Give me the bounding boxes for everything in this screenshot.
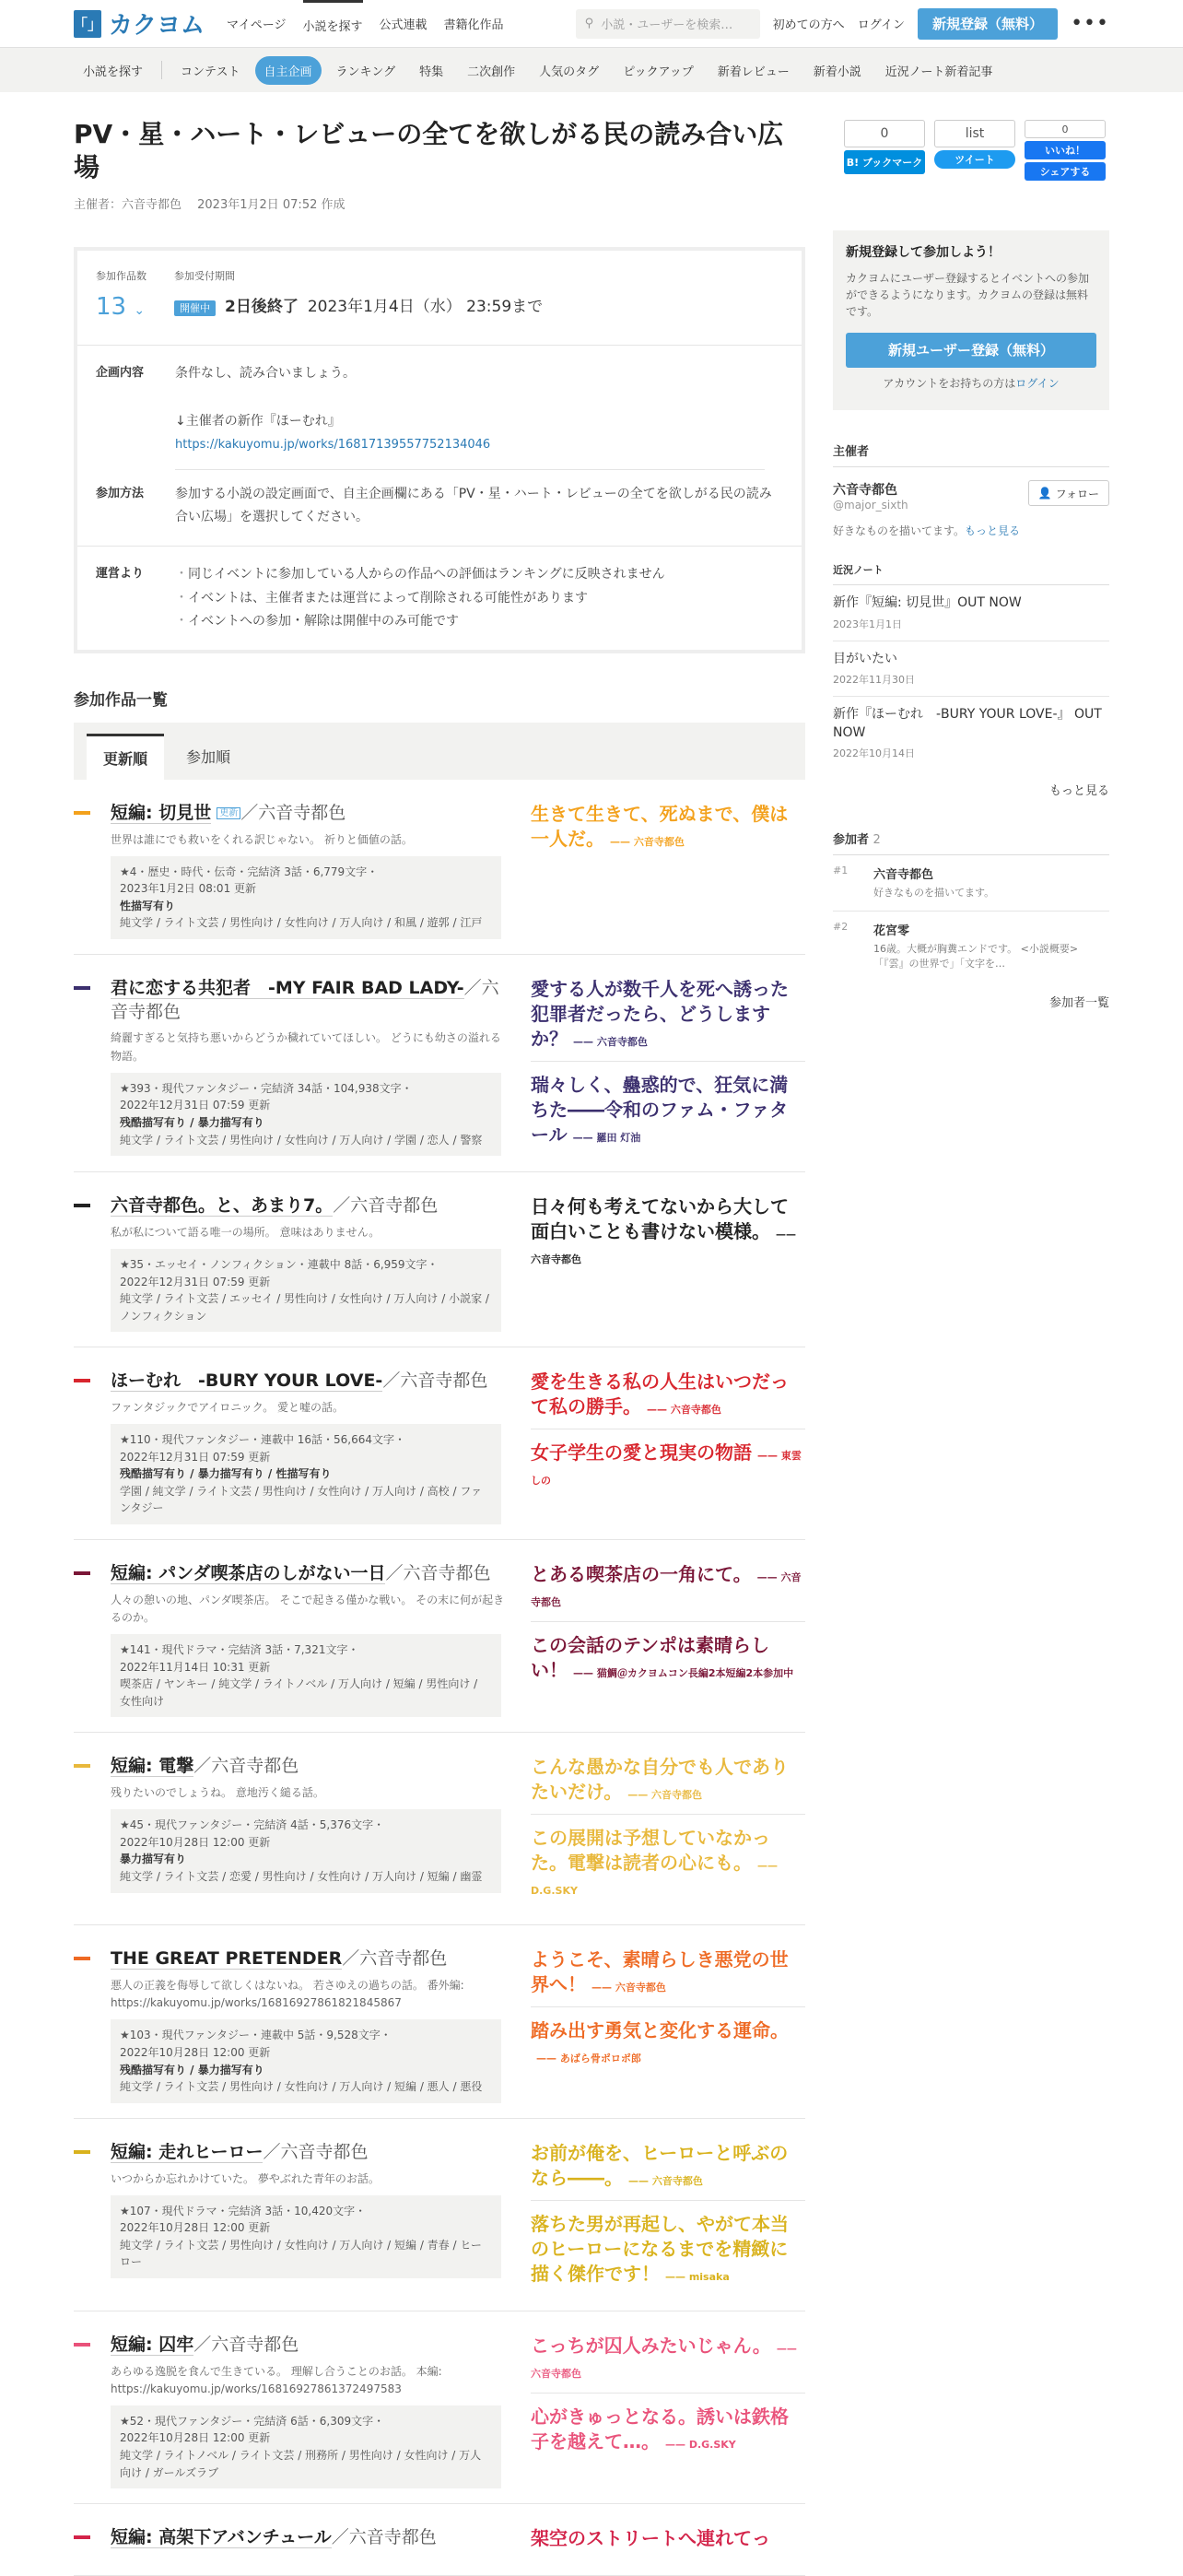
- review-text: 愛する人が数千人を死へ誘った犯罪者だったら、どうしますか？: [531, 978, 789, 1051]
- search-placeholder: 小説・ユーザーを検索…: [601, 18, 733, 32]
- review[interactable]: [531, 1755, 805, 1814]
- work-stats: ★107・現代ドラマ・完結済 3話・10,420文字・: [120, 2204, 367, 2217]
- logo-mark-icon: 「」: [74, 10, 101, 38]
- work-warnings: 残酷描写有り / 暴力描写有り: [120, 2063, 264, 2076]
- work-catchphrase: 世界は誰にでも救いをくれる訳じゃない。 祈りと価値の話。: [111, 832, 413, 846]
- nav-mypage[interactable]: マイページ: [227, 18, 287, 32]
- work-info: [111, 1634, 501, 1717]
- signup-button[interactable]: 新規ユーザー登録（無料）: [846, 333, 1096, 368]
- work-item: [74, 1733, 805, 1925]
- work-color-mark: [74, 1571, 90, 1575]
- subnav-new-notes[interactable]: 近況ノート新着記事: [884, 65, 993, 79]
- work-catchphrase: 悪人の正義を侮辱して欲しくはないね。 若さゆえの過ちの話。 番外編: https://kakuyomu.jp/works/16816927861821845867: [111, 1979, 464, 2010]
- review-author: —— 六音寺都色: [627, 1789, 703, 1802]
- subnav-new-reviews[interactable]: 新着レビュー: [717, 65, 790, 79]
- review-author: —— D.G.SKY: [665, 2438, 736, 2451]
- work-warnings: 性描写有り: [120, 899, 176, 912]
- work-tags[interactable]: 純文学 / ライト文芸 / エッセイ / 男性向け / 女性向け / 万人向け / 小説家 / ノンフィクション: [120, 1292, 489, 1323]
- notes-more-link[interactable]: もっと見る: [1048, 784, 1109, 799]
- review-text: こっちが囚人みたいじゃん。: [531, 2334, 771, 2357]
- search-input[interactable]: [576, 9, 760, 39]
- work-tags[interactable]: 学園 / 純文学 / ライト文芸 / 男性向け / 女性向け / 万人向け / 高校 / ファンタジー: [120, 1484, 483, 1515]
- work-author[interactable]: ／六音寺都色: [193, 1756, 299, 1777]
- remaining-days: 2日後終了: [225, 297, 299, 316]
- review-author: —— 猫鯛＠カクヨムコン長編2本短編2本参加中: [573, 1667, 794, 1680]
- tab-joined[interactable]: 参加順: [186, 748, 231, 767]
- note-date: 2022年11月30日: [833, 674, 915, 687]
- review[interactable]: [531, 2006, 805, 2077]
- review[interactable]: [531, 1814, 805, 1910]
- notes-heading: 近況ノート: [833, 562, 1109, 585]
- work-title[interactable]: THE GREAT PRETENDER: [111, 1948, 343, 1970]
- ops-item: ・ 同じイベントに参加している人からの作品への評価はランキングに反映されません: [175, 563, 665, 586]
- review-author: —— 東雲しの: [531, 1450, 802, 1488]
- review[interactable]: [531, 1370, 805, 1429]
- review-text: この展開は予想していなかった。電撃は読者の心にも。: [531, 1827, 770, 1875]
- work-info: [111, 2405, 501, 2488]
- add-user-icon: 👤: [1037, 487, 1052, 500]
- work-item: [74, 780, 805, 955]
- review[interactable]: [531, 977, 805, 1061]
- more-menu-icon[interactable]: •••: [1071, 12, 1109, 35]
- content-label: 企画内容: [96, 366, 145, 381]
- work-warnings: 残酷描写有り / 暴力描写有り: [120, 1115, 264, 1129]
- work-stats: ★393・現代ファンタジー・完結済 34話・104,938文字・: [120, 1081, 413, 1095]
- fb-like-button[interactable]: いいね！: [1025, 141, 1106, 159]
- search-icon: ⚲: [584, 17, 594, 30]
- work-tags[interactable]: 純文学 / ライト文芸 / 男性向け / 女性向け / 万人向け / 学園 / 恋人 / 警察: [120, 1133, 483, 1147]
- sub-nav: [0, 48, 1183, 92]
- review[interactable]: [531, 2393, 805, 2464]
- follow-button[interactable]: 👤 フォロー: [1028, 480, 1109, 506]
- work-author[interactable]: ／六音寺都色: [385, 1563, 491, 1584]
- sidebar: [833, 92, 1109, 2576]
- work-updated: 2022年10月28日 12:00 更新: [120, 1835, 271, 1849]
- hatena-count: 0: [844, 120, 925, 147]
- member-desc: 16歳。大概が胸糞エンドです。 <小説概要> 「『雲』の世界で」「文字を…: [873, 942, 1079, 970]
- work-color-mark: [74, 1379, 90, 1382]
- review-author: —— misaka: [665, 2270, 730, 2283]
- work-author[interactable]: ／六音寺都色: [111, 978, 499, 1022]
- work-info: [111, 1249, 501, 1332]
- review[interactable]: [531, 2334, 805, 2393]
- review[interactable]: [531, 1621, 805, 1692]
- work-author[interactable]: ／六音寺都色: [382, 1370, 488, 1392]
- review-text: お前が俺を、ヒーローと呼ぶのなら――。: [531, 2141, 789, 2189]
- work-author[interactable]: ／六音寺都色: [342, 1948, 448, 1970]
- content-link[interactable]: https://kakuyomu.jp/works/16817139557752134046: [175, 437, 491, 452]
- review[interactable]: [531, 1061, 805, 1157]
- work-updated: 2022年10月28日 12:00 更新: [120, 2221, 271, 2235]
- work-info: [111, 1073, 501, 1156]
- review-author: —— あばら骨ポロポ郎: [536, 2053, 641, 2065]
- register-button[interactable]: 新規登録（無料）: [918, 8, 1058, 40]
- work-title[interactable]: 君に恋する共犯者 -MY FAIR BAD LADY-: [111, 978, 464, 999]
- member-num: #2: [833, 920, 849, 933]
- ops-item: ・ イベントは、主催者または運営によって削除される可能性があります: [175, 587, 665, 610]
- review-author: —— 六音寺都色: [573, 1036, 648, 1049]
- work-updated: 2022年12月31日 07:59 更新: [120, 1275, 271, 1288]
- work-author[interactable]: ／六音寺都色: [240, 802, 346, 823]
- work-stats: ★52・現代ファンタジー・完結済 6話・6,309文字・: [120, 2414, 385, 2428]
- organizer-name[interactable]: 六音寺都色: [833, 483, 897, 498]
- review-text: 瑞々しく、蠱惑的で、狂気に満ちた――令和のファム・ファタール: [531, 1074, 789, 1147]
- nav-official[interactable]: 公式連載: [379, 18, 428, 32]
- review-text: 日々何も考えてないから大して面白いことも書けない模様。: [531, 1195, 789, 1243]
- entry-count-label: 参加作品数: [96, 269, 146, 282]
- work-tags[interactable]: 純文学 / ライト文芸 / 男性向け / 女性向け / 万人向け / 短編 / 悪人 / 悪役: [120, 2080, 483, 2094]
- review-text: とある喫茶店の一角にて。: [531, 1563, 752, 1586]
- subnav-tags[interactable]: 人気のタグ: [539, 65, 600, 79]
- subnav-search[interactable]: 小説を探す: [83, 65, 144, 79]
- work-author[interactable]: ／六音寺都色: [263, 2141, 369, 2162]
- organizer-heading: 主催者: [833, 441, 1109, 467]
- event-meta: 主催者：六音寺都色 2023年1月2日 07:52 作成: [74, 197, 346, 212]
- join-title: 新規登録して参加しよう！: [846, 245, 1001, 260]
- note-item[interactable]: [833, 697, 1109, 770]
- method-label: 参加方法: [96, 486, 145, 500]
- work-info: [111, 1809, 501, 1892]
- work-updated: 2023年1月2日 08:01 更新: [120, 882, 257, 896]
- work-updated: 2022年11月14日 10:31 更新: [120, 1660, 271, 1674]
- deadline: 2023年1月4日（水） 23:59まで: [307, 297, 544, 316]
- review[interactable]: [531, 1194, 805, 1278]
- work-catchphrase: 残りたいのでしょうね。 意地汚く縋る話。: [111, 1786, 324, 1800]
- work-title[interactable]: 短編: 電撃: [111, 1756, 194, 1777]
- work-tags[interactable]: 純文学 / ライトノベル / ライト文芸 / 刑務所 / 男性向け / 女性向け / 万人向け / ガールズラブ: [120, 2449, 482, 2479]
- member-desc: 好きなものを描いてます。: [873, 887, 995, 900]
- note-item[interactable]: [833, 585, 1109, 641]
- work-updated: 2022年10月28日 12:00 更新: [120, 2431, 271, 2445]
- content-text-2: ↓主催者の新作『ほーむれ』: [175, 413, 341, 429]
- subnav-divider: [161, 61, 162, 79]
- work-title[interactable]: 短編: 高架下アバンチュール: [111, 2527, 332, 2548]
- join-box: [833, 230, 1109, 410]
- share-buttons: [844, 120, 1106, 181]
- work-item: [74, 1347, 805, 1540]
- review-text: 架空のストリートへ連れてっ: [531, 2527, 770, 2550]
- member-num: #1: [833, 865, 849, 877]
- subnav-contest[interactable]: コンテスト: [181, 65, 240, 79]
- works-heading: 参加作品一覧: [74, 690, 168, 710]
- work-author[interactable]: ／六音寺都色: [193, 2334, 299, 2355]
- review[interactable]: [531, 2526, 805, 2560]
- work-title[interactable]: 六音寺都色。と、あまり7。: [111, 1195, 334, 1217]
- work-title[interactable]: 短編: 囚牢: [111, 2334, 194, 2355]
- tweet-button[interactable]: ツイート: [934, 150, 1015, 169]
- note-date: 2022年10月14日: [833, 747, 915, 760]
- work-title[interactable]: 短編: 走れヒーロー: [111, 2141, 264, 2162]
- content-text-1: 条件なし、読み合いましょう。: [175, 366, 356, 382]
- work-item: [74, 1172, 805, 1347]
- work-item: [74, 2311, 805, 2504]
- fb-count: 0: [1025, 120, 1106, 138]
- hatena-bookmark-button[interactable]: B! ブックマーク: [844, 150, 925, 174]
- review-author: —— 羅田 灯油: [572, 1132, 641, 1145]
- review-author: —— 六音寺都色: [628, 2174, 703, 2187]
- work-catchphrase: ファンタジックでアイロニック。 愛と嘘の話。: [111, 1400, 345, 1414]
- global-header: [0, 0, 1183, 48]
- review-author: —— 六音寺都色: [531, 1229, 796, 1266]
- work-catchphrase: 人々の憩いの地、パンダ喫茶店。 そこで起きる僅かな戦い。 その末に何が起きるのか。: [111, 1593, 505, 1624]
- review[interactable]: [531, 2200, 805, 2296]
- work-updated: 2022年10月28日 12:00 更新: [120, 2046, 271, 2060]
- work-color-mark: [74, 2535, 90, 2539]
- logo-text: カクヨム: [109, 12, 205, 40]
- work-stats: ★110・現代ファンタジー・連載中 16話・56,664文字・: [120, 1433, 406, 1447]
- subnav-pickup[interactable]: ピックアップ: [623, 65, 694, 79]
- entry-count[interactable]: 13 ⌄: [96, 292, 146, 321]
- join-text: カクヨムにユーザー登録するとイベントへの参加ができるようになります。カクヨムの登録は無料です。: [846, 272, 1090, 318]
- work-tags[interactable]: 喫茶店 / ヤンキー / 純文学 / ライトノベル / 万人向け / 短編 / 男性向け / 女性向け: [120, 1677, 478, 1708]
- work-catchphrase: 綺麗すぎると気持ち悪いからどうか穢れていてほしい。 どうにも幼さの溢れる物語。: [111, 1031, 501, 1063]
- review[interactable]: [531, 2141, 805, 2200]
- work-item: [74, 2119, 805, 2311]
- main-column: [74, 92, 805, 2576]
- work-catchphrase: 私が私について語る唯一の場所。 意味はありません。: [111, 1225, 381, 1239]
- review-text: 心がきゅっとなる。誘いは鉄格子を越えて…。: [531, 2405, 789, 2452]
- review-text: 愛を生きる私の人生はいつだって私の勝手。: [531, 1370, 789, 1418]
- work-tags[interactable]: 純文学 / ライト文芸 / 恋愛 / 男性向け / 女性向け / 万人向け / 短編 / 幽霊: [120, 1870, 483, 1884]
- kakuyomu-logo[interactable]: [74, 6, 205, 41]
- member-name: 花宮零: [873, 923, 910, 938]
- work-title[interactable]: 短編: パンダ喫茶店のしがない一日: [111, 1563, 386, 1584]
- organizer-desc: 好きなものを描いてます。: [833, 524, 966, 537]
- subnav-feature[interactable]: 特集: [419, 65, 444, 79]
- organizer-id: @major_sixth: [833, 499, 908, 512]
- review-author: —— 六音寺都色: [592, 1982, 666, 1994]
- subnav-fanfic[interactable]: 二次創作: [467, 65, 516, 79]
- ops-list: [175, 563, 665, 633]
- work-color-mark: [74, 811, 90, 815]
- review-author: —— 六音寺都色: [647, 1404, 721, 1417]
- organizer-more-link[interactable]: もっと見る: [965, 524, 1021, 537]
- work-title[interactable]: ほーむれ -BURY YOUR LOVE-: [111, 1370, 383, 1392]
- note-date: 2023年1月1日: [833, 618, 902, 630]
- event-title: PV・星・ハート・レビューの全てを欲しがる民の読み合い広場: [74, 119, 784, 183]
- members-heading: 参加者 2: [833, 829, 1109, 855]
- subnav-events[interactable]: 自主企画: [255, 56, 322, 85]
- works-list: [74, 780, 805, 2576]
- member-item[interactable]: [833, 912, 1109, 982]
- work-stats: ★4・歴史・時代・伝奇・完結済 3話・6,779文字・: [120, 865, 379, 878]
- work-stats: ★103・現代ファンタジー・連載中 5話・9,528文字・: [120, 2029, 392, 2042]
- work-color-mark: [74, 986, 90, 990]
- work-stats: ★35・エッセイ・ノンフィクション・連載中 8話・6,959文字・: [120, 1257, 439, 1271]
- review-text: 生きて生きて、死ぬまで、僕は一人だ。: [531, 802, 789, 850]
- review-author: —— D.G.SKY: [531, 1860, 778, 1898]
- work-color-mark: [74, 2150, 90, 2154]
- tab-updated[interactable]: 更新順: [87, 734, 164, 780]
- work-item: [74, 1540, 805, 1733]
- review-author: —— 六音寺都色: [610, 835, 685, 848]
- work-info: [111, 2195, 501, 2278]
- member-item[interactable]: [833, 855, 1109, 912]
- members-more-link[interactable]: 参加者一覧: [1048, 995, 1109, 1010]
- first-time-link[interactable]: 初めての方へ: [772, 18, 845, 32]
- join-login-link[interactable]: ログイン: [1015, 377, 1060, 390]
- work-item: [74, 955, 805, 1172]
- work-catchphrase: いつからか忘れかけていた。 夢やぶれた青年のお話。: [111, 2171, 380, 2185]
- review-text: この会話のテンポは素晴らしい！: [531, 1634, 769, 1682]
- nav-search-novels[interactable]: 小説を探す: [303, 0, 363, 48]
- review[interactable]: [531, 1429, 805, 1500]
- event-details: [74, 247, 805, 653]
- method-text: 参加する小説の設定画面で、自主企画欄にある「PV・星・ハート・レビューの全てを欲しがる民の読み合い広場」を選択してください。: [175, 486, 772, 525]
- work-warnings: 残酷描写有り / 暴力描写有り / 性描写有り: [120, 1467, 332, 1481]
- review[interactable]: [531, 802, 805, 861]
- login-link[interactable]: ログイン: [857, 18, 906, 32]
- work-stats: ★141・現代ドラマ・完結済 3話・7,321文字・: [120, 1643, 359, 1657]
- member-name: 六音寺都色: [873, 868, 934, 883]
- work-info: [111, 2019, 501, 2102]
- open-badge: 開催中: [174, 300, 216, 316]
- works-tabs: [74, 723, 805, 780]
- work-author[interactable]: ／六音寺都色: [333, 1195, 439, 1217]
- join-login-text: アカウントをお持ちの方は: [883, 377, 1016, 390]
- updated-badge: 更新: [217, 807, 240, 819]
- review-text: 踏み出す勇気と変化する運命。: [531, 2019, 789, 2042]
- work-item: [74, 2504, 805, 2576]
- work-author[interactable]: ／六音寺都色: [331, 2527, 437, 2548]
- work-warnings: 暴力描写有り: [120, 1853, 187, 1866]
- review[interactable]: [531, 1947, 805, 2006]
- fb-share-button[interactable]: シェアする: [1025, 162, 1106, 181]
- work-info: [111, 1424, 501, 1524]
- members-count: 2: [873, 833, 881, 848]
- work-tags[interactable]: 純文学 / ライト文芸 / 男性向け / 女性向け / 万人向け / 短編 / 青春 / ヒーロー: [120, 2238, 482, 2269]
- period-label: 参加受付期間: [174, 269, 235, 282]
- work-item: [74, 1925, 805, 2118]
- review-author: —— 六音寺都色: [531, 1571, 802, 1609]
- work-color-mark: [74, 1957, 90, 1960]
- work-color-mark: [74, 1764, 90, 1768]
- note-title: 新作『短編: 切見世』OUT NOW: [833, 595, 1022, 610]
- subnav-ranking[interactable]: ランキング: [335, 65, 396, 79]
- subnav-new-novels[interactable]: 新着小説: [813, 65, 861, 79]
- note-title: 新作『ほーむれ -BURY YOUR LOVE-』 OUT NOW: [833, 707, 1102, 740]
- work-stats: ★45・現代ファンタジー・完結済 4話・5,376文字・: [120, 1818, 385, 1832]
- work-color-mark: [74, 2343, 90, 2347]
- list-button[interactable]: list: [934, 120, 1015, 147]
- work-catchphrase: あらゆる逸脱を食んで生きている。 理解し合うことのお話。 本編: https://kakuyomu.jp/works/16816927861372497583: [111, 2364, 442, 2395]
- chevron-down-icon: ⌄: [134, 302, 146, 318]
- nav-books[interactable]: 書籍化作品: [443, 18, 504, 32]
- review-author: —— 六音寺都色: [531, 2342, 797, 2380]
- review-text: ようこそ、素晴らしき悪党の世界へ！: [531, 1948, 789, 1996]
- work-updated: 2022年12月31日 07:59 更新: [120, 1450, 271, 1464]
- work-tags[interactable]: 純文学 / ライト文芸 / 男性向け / 女性向け / 万人向け / 和風 / 遊郭 / 江戸: [120, 916, 483, 930]
- review[interactable]: [531, 1562, 805, 1621]
- work-title[interactable]: 短編: 切見世: [111, 802, 212, 823]
- work-updated: 2022年12月31日 07:59 更新: [120, 1099, 271, 1112]
- global-nav: [227, 0, 504, 48]
- work-color-mark: [74, 1204, 90, 1207]
- work-info: [111, 856, 501, 939]
- note-title: 目がいたい: [833, 651, 897, 666]
- review-text: 落ちた男が再起し、やがて本当のヒーローになるまでを精緻に描く傑作です！: [531, 2212, 789, 2285]
- review-text: 女子学生の愛と現実の物語: [531, 1441, 752, 1464]
- ops-item: ・ イベントへの参加・解除は開催中のみ可能です: [175, 610, 665, 633]
- ops-label: 運営より: [96, 567, 145, 582]
- note-item[interactable]: [833, 641, 1109, 698]
- review-text: こんな愚かな自分でも人でありたいだけ。: [531, 1756, 789, 1804]
